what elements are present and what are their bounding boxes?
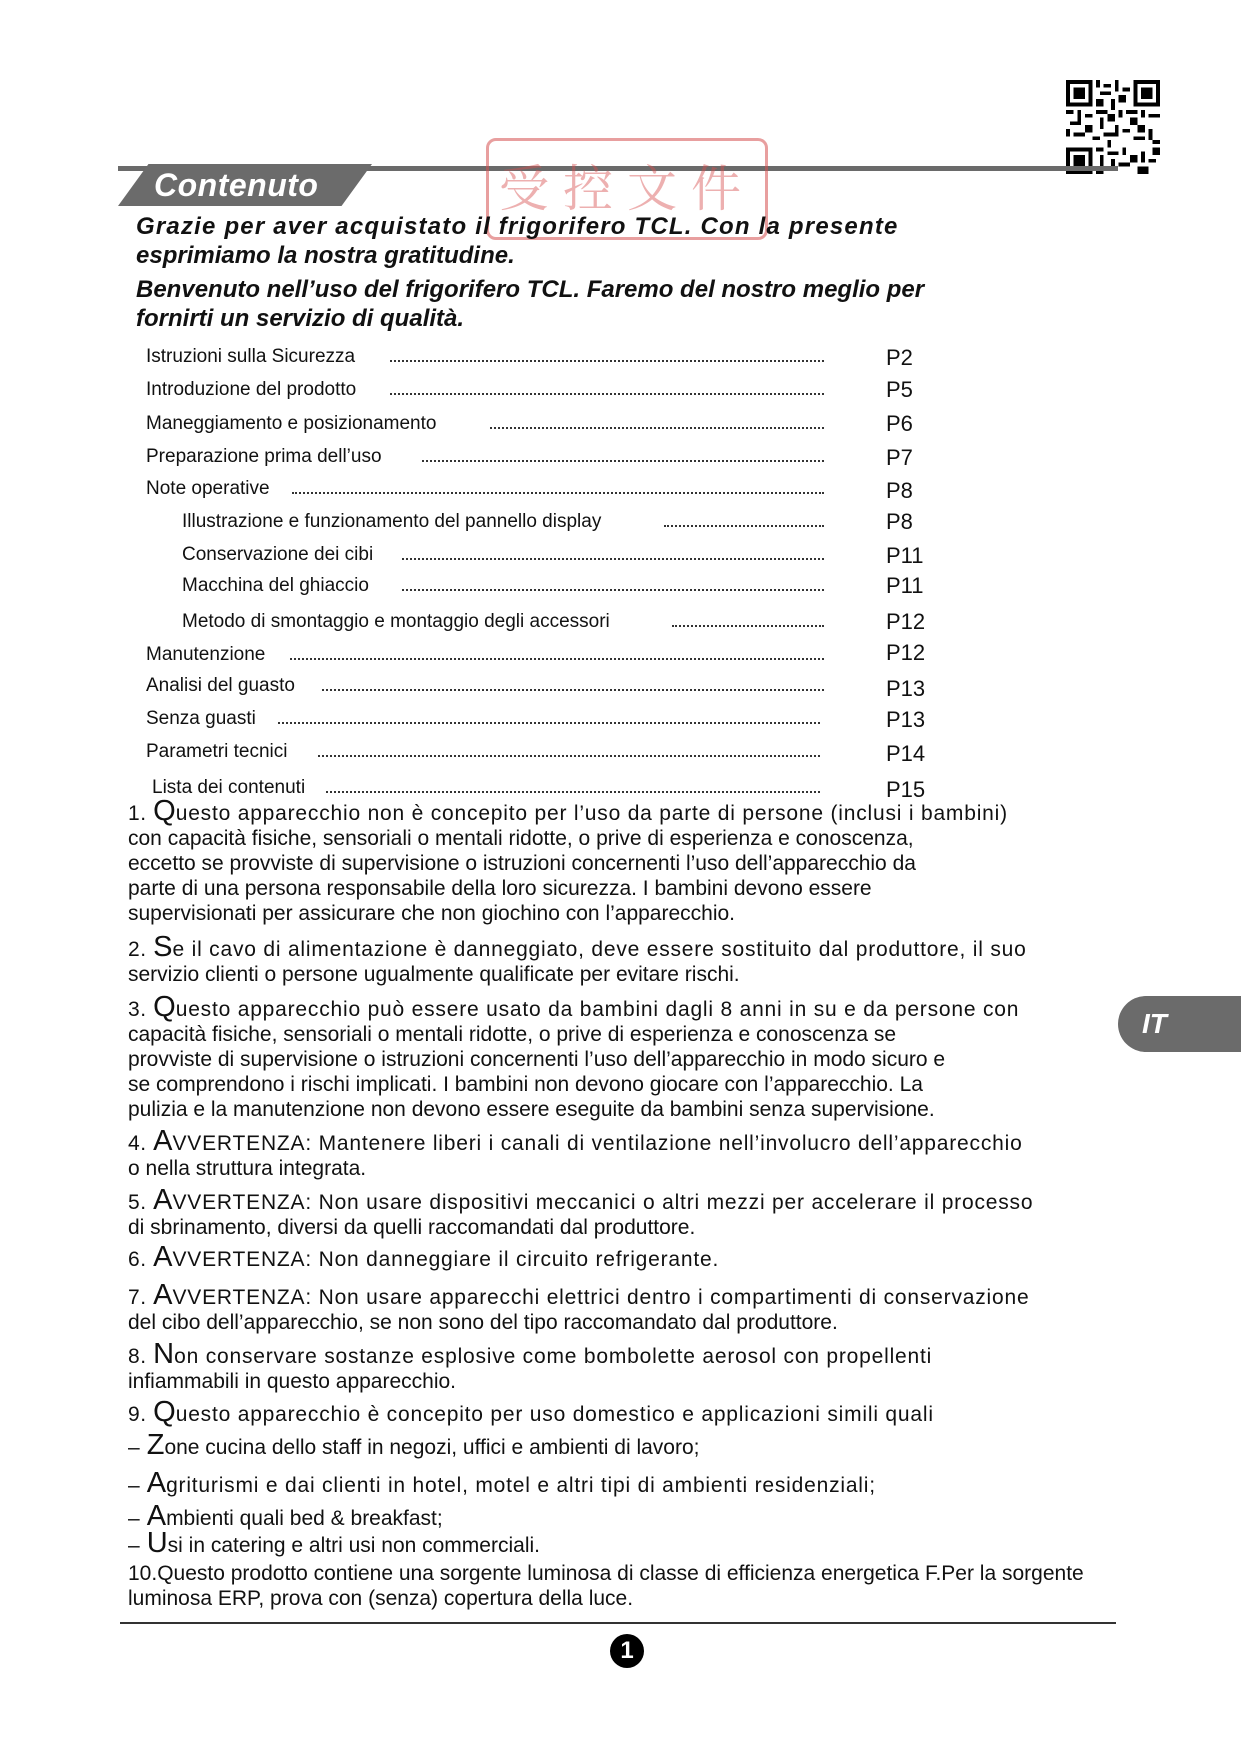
safety-item xyxy=(128,1561,1148,1611)
toc-leader xyxy=(326,791,820,793)
welcome-line-1: Benvenuto nell’uso del frigorifero TCL. Faremo del nostro meglio per xyxy=(136,276,925,303)
item-initial: Q xyxy=(153,991,176,1023)
toc-item-page: P11 xyxy=(886,573,924,598)
toc-item-label: Manutenzione xyxy=(146,644,266,665)
safety-item xyxy=(128,1279,1138,1335)
item-first-text: VVERTENZA: Non usare apparecchi elettrici dentro i compartimenti di conservazione xyxy=(172,1286,1030,1309)
toc-leader xyxy=(318,755,820,757)
item-line: parte di una persona responsabile della loro sicurezza. I bambini devono essere xyxy=(128,877,872,900)
item-line: o nella struttura integrata. xyxy=(128,1157,367,1180)
item-initial: U xyxy=(146,1527,168,1559)
item-first-text: VVERTENZA: Non usare dispositivi meccanici o altri mezzi per accelerare il processo xyxy=(172,1191,1034,1214)
item-first-text: uesto apparecchio è concepito per uso domestico e applicazioni simili quali xyxy=(175,1403,934,1426)
safety-item-first-line xyxy=(128,991,1138,1023)
toc-leader xyxy=(390,393,824,395)
toc-leader xyxy=(422,460,824,462)
toc-item-page: P13 xyxy=(886,707,926,732)
item-first-text: 10.Questo prodotto contiene una sorgente luminosa di classe di efficienza energetica F.Per la sorgente xyxy=(128,1562,1084,1585)
item-line: provviste di supervisione o istruzioni concernenti l’uso dell’apparecchio in modo sicuro e xyxy=(128,1048,946,1071)
item-number: 5. xyxy=(128,1191,154,1214)
welcome-line-2: fornirti un servizio di qualità. xyxy=(136,305,465,332)
item-first-text: uesto apparecchio non è concepito per l’uso da parte di persone (inclusi i bambini) xyxy=(175,802,1008,825)
thanks-paragraph xyxy=(136,212,1036,270)
item-first-text: on conservare sostanze esplosive come bombolette aerosol con propellenti xyxy=(174,1345,933,1368)
safety-item xyxy=(128,931,1138,987)
safety-item-first-line xyxy=(128,1279,1138,1311)
item-line: infiammabili in questo apparecchio. xyxy=(128,1370,457,1393)
toc-item-label: Note operative xyxy=(146,478,270,499)
item-number: 9. xyxy=(128,1403,154,1426)
toc-item-label: Illustrazione e funzionamento del pannello display xyxy=(182,511,602,532)
toc-item-page: P11 xyxy=(886,543,924,568)
item-first-text: VVERTENZA: Non danneggiare il circuito refrigerante. xyxy=(172,1248,720,1271)
toc-leader xyxy=(278,722,820,724)
page-number-badge: 1 xyxy=(610,1634,644,1668)
item-initial: Q xyxy=(153,1396,176,1428)
item-line: supervisionati per assicurare che non giochino con l’apparecchio. xyxy=(128,902,736,925)
toc-item-label: Macchina del ghiaccio xyxy=(182,575,369,596)
safety-subitem xyxy=(128,1500,1138,1532)
safety-item xyxy=(128,1396,1138,1428)
thanks-line-1: Grazie per aver acquistato il frigorifero TCL. Con la presente xyxy=(136,213,899,240)
safety-item-first-line xyxy=(128,1396,1138,1428)
safety-subitem xyxy=(128,1527,1138,1559)
item-line: se comprendono i rischi implicati. I bambini non devono giocare con l’apparecchio. La xyxy=(128,1073,923,1096)
toc-item-page: P13 xyxy=(886,676,926,701)
item-number: 4. xyxy=(128,1132,154,1155)
toc-item-page: P12 xyxy=(886,640,926,665)
item-first-text: e il cavo di alimentazione è danneggiato, deve essere sostituito dal produttore, il suo xyxy=(172,938,1027,961)
safety-item xyxy=(128,1125,1138,1181)
item-line: del cibo dell’apparecchio, se non sono del tipo raccomandato dal produttore. xyxy=(128,1311,838,1334)
item-line: pulizia e la manutenzione non devono essere eseguite da bambini senza supervisione. xyxy=(128,1098,935,1121)
toc-item-label: Maneggiamento e posizionamento xyxy=(146,413,437,434)
safety-item xyxy=(128,1184,1138,1240)
toc-leader xyxy=(322,689,824,691)
safety-subitem xyxy=(128,1467,1138,1499)
item-bullet: – xyxy=(128,1534,147,1557)
toc-item-label: Istruzioni sulla Sicurezza xyxy=(146,346,356,367)
toc-item-label: Preparazione prima dell’uso xyxy=(146,446,382,467)
toc-leader xyxy=(490,427,824,429)
item-number: 3. xyxy=(128,998,154,1021)
item-line: servizio clienti o persone ugualmente qualificate per evitare rischi. xyxy=(128,963,740,986)
item-line: luminosa ERP, prova con (senza) copertura della luce. xyxy=(128,1587,634,1610)
item-bullet: – xyxy=(128,1474,147,1497)
item-number: 2. xyxy=(128,938,154,961)
item-first-text: mbienti quali bed & breakfast; xyxy=(166,1507,443,1530)
toc-leader xyxy=(664,525,824,527)
toc-item-page: P5 xyxy=(886,377,913,402)
toc-leader xyxy=(402,589,824,591)
toc-item-label: Conservazione dei cibi xyxy=(182,544,374,565)
item-initial: Q xyxy=(153,795,176,827)
toc-leader xyxy=(390,360,824,362)
toc-item-label: Parametri tecnici xyxy=(146,741,288,762)
toc-item-label: Metodo di smontaggio e montaggio degli accessori xyxy=(182,611,610,632)
item-line: con capacità fisiche, sensoriali o mentali ridotte, o prive di esperienza e conoscenza, xyxy=(128,827,914,850)
toc-item-label: Introduzione del prodotto xyxy=(146,379,357,400)
item-number: 8. xyxy=(128,1345,154,1368)
footer-rule xyxy=(120,1622,1116,1624)
item-line: di sbrinamento, diversi da quelli raccomandati dal produttore. xyxy=(128,1216,696,1239)
language-tab-label: IT xyxy=(1142,1008,1167,1039)
item-initial: Z xyxy=(146,1429,165,1461)
item-bullet: – xyxy=(128,1436,147,1459)
toc-item-page: P7 xyxy=(886,445,913,470)
safety-item-first-line xyxy=(128,1429,1138,1461)
item-initial: A xyxy=(153,1125,173,1157)
qr-code-icon xyxy=(1066,80,1160,174)
controlled-document-stamp: 受控文件 xyxy=(486,138,768,240)
toc-leader xyxy=(402,558,824,560)
item-initial: A xyxy=(146,1467,167,1499)
safety-item xyxy=(128,991,1138,1122)
safety-item-first-line xyxy=(128,1125,1138,1157)
toc-item-page: P14 xyxy=(886,741,926,766)
safety-item xyxy=(128,1338,1138,1394)
safety-item-first-line xyxy=(128,1338,1138,1370)
safety-item-first-line xyxy=(128,1500,1138,1532)
safety-item-first-line xyxy=(128,1527,1138,1559)
item-first-text: griturismi e dai clienti in hotel, motel e altri tipi di ambienti residenziali; xyxy=(166,1474,876,1497)
item-line: capacità fisiche, sensoriali o mentali ridotte, o prive di esperienza e conoscenza se xyxy=(128,1023,897,1046)
safety-item xyxy=(128,795,1138,926)
item-number: 7. xyxy=(128,1286,154,1309)
item-initial: N xyxy=(153,1338,175,1370)
item-initial: A xyxy=(153,1241,173,1273)
welcome-paragraph xyxy=(136,275,1036,333)
safety-item-first-line xyxy=(128,1467,1138,1499)
toc-item-label: Senza guasti xyxy=(146,708,256,729)
item-initial: A xyxy=(146,1500,167,1532)
safety-item-first-line xyxy=(128,1184,1138,1216)
safety-item xyxy=(128,1241,1138,1273)
thanks-line-2: esprimiamo la nostra gratitudine. xyxy=(136,242,515,269)
item-first-text: VVERTENZA: Mantenere liberi i canali di ventilazione nell’involucro dell’apparecchio xyxy=(172,1132,1023,1155)
toc-item-label: Analisi del guasto xyxy=(146,675,295,696)
toc-item-page: P8 xyxy=(886,509,913,534)
toc-leader xyxy=(672,625,824,627)
toc-item-page: P2 xyxy=(886,345,913,370)
toc-leader xyxy=(292,492,824,494)
item-initial: S xyxy=(153,931,173,963)
toc-leader xyxy=(290,658,824,660)
toc-item-page: P12 xyxy=(886,609,926,634)
toc-item-label: Lista dei contenuti xyxy=(152,777,306,798)
toc-item-page: P15 xyxy=(886,777,926,802)
item-bullet: – xyxy=(128,1507,147,1530)
item-first-text: si in catering e altri usi non commerciali. xyxy=(167,1534,540,1557)
toc-item-page: P8 xyxy=(886,478,913,503)
safety-subitem xyxy=(128,1429,1138,1461)
item-number: 1. xyxy=(128,802,154,825)
page-title: Contenuto xyxy=(154,167,319,203)
safety-item-first-line xyxy=(128,795,1138,827)
toc-item-page: P6 xyxy=(886,411,913,436)
safety-item-first-line xyxy=(128,931,1138,963)
item-line: eccetto se provviste di supervisione o istruzioni concernenti l’uso dell’apparecchio da xyxy=(128,852,916,875)
item-initial: A xyxy=(153,1279,173,1311)
item-number: 6. xyxy=(128,1248,154,1271)
safety-item-first-line xyxy=(128,1561,1148,1586)
language-tab xyxy=(1118,996,1241,1052)
safety-item-first-line xyxy=(128,1241,1138,1273)
item-first-text: one cucina dello staff in negozi, uffici e ambienti di lavoro; xyxy=(164,1436,700,1459)
item-first-text: uesto apparecchio può essere usato da bambini dagli 8 anni in su e da persone con xyxy=(175,998,1020,1021)
item-initial: A xyxy=(153,1184,173,1216)
